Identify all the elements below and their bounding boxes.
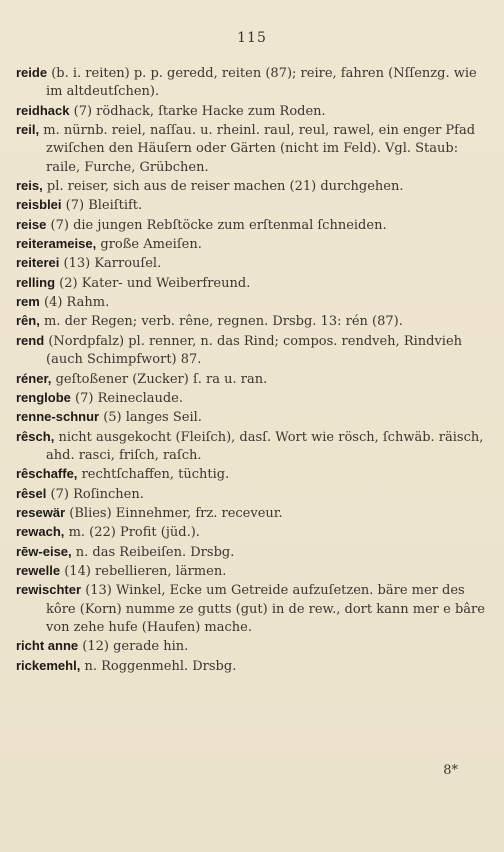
entry-definition: nicht ausgekocht (Fleiſch), dasſ. Wort wie rösch, ſchwäb. räisch, ahd. rasci, friſch, raſch. bbox=[46, 429, 484, 463]
entry-headword: rewach, bbox=[16, 524, 65, 540]
entry-headword: reisblei bbox=[16, 197, 62, 213]
entry-headword: richt anne bbox=[16, 638, 79, 654]
dictionary-entry bbox=[16, 581, 486, 637]
entry-definition: n. Roggenmehl. Drsbg. bbox=[84, 658, 237, 674]
entry-headword: reise bbox=[16, 216, 47, 232]
dictionary-entry bbox=[16, 657, 486, 676]
dictionary-entry bbox=[16, 293, 486, 312]
dictionary-entry bbox=[16, 196, 486, 215]
entry-definition: (12) gerade hin. bbox=[82, 639, 189, 655]
dictionary-entry bbox=[16, 637, 486, 656]
entry-headword: reiterameise, bbox=[16, 236, 97, 252]
printer-signature: 8* bbox=[443, 763, 458, 778]
entry-definition: (Blies) Einnehmer, frz. receveur. bbox=[69, 505, 283, 521]
entry-definition: geſtoßener (Zucker) ſ. ra u. ran. bbox=[55, 371, 268, 387]
entry-headword: relling bbox=[16, 274, 56, 290]
entry-headword: reiterei bbox=[16, 255, 60, 271]
dictionary-entry bbox=[16, 465, 486, 484]
entry-list bbox=[16, 64, 486, 676]
entry-definition: (7) Reineclaude. bbox=[75, 390, 184, 406]
entry-headword: rend bbox=[16, 332, 45, 348]
dictionary-entry bbox=[16, 216, 486, 235]
dictionary-entry bbox=[16, 274, 486, 293]
dictionary-entry bbox=[16, 543, 486, 562]
entry-definition: (7) Roſinchen. bbox=[50, 486, 144, 502]
entry-definition: (b. i. reiten) p. p. geredd, reiten (87); reire, fahren (Nſſenzg. wie im altdeutſchen). bbox=[46, 66, 477, 100]
dictionary-entry bbox=[16, 428, 486, 466]
dictionary-entry bbox=[16, 389, 486, 408]
page-number: 115 bbox=[237, 30, 267, 46]
entry-headword: rên, bbox=[16, 313, 40, 329]
dictionary-entry bbox=[16, 370, 486, 389]
entry-headword: réner, bbox=[16, 370, 52, 386]
entry-definition: (7) Bleiſtift. bbox=[65, 198, 143, 214]
entry-headword: reil, bbox=[16, 122, 40, 138]
dictionary-entry bbox=[16, 102, 486, 121]
entry-headword: renne-schnur bbox=[16, 409, 100, 425]
entry-headword: resewär bbox=[16, 504, 66, 520]
entry-definition: (4) Rahm. bbox=[44, 295, 110, 311]
entry-definition: (14) rebellieren, lärmen. bbox=[64, 563, 227, 579]
dictionary-entry bbox=[16, 121, 486, 177]
entry-definition: (2) Kater- und Weiberfreund. bbox=[59, 275, 251, 291]
dictionary-entry bbox=[16, 177, 486, 196]
dictionary-entry bbox=[16, 312, 486, 331]
entry-headword: rêsch, bbox=[16, 428, 55, 444]
entry-headword: rickemehl, bbox=[16, 657, 81, 673]
dictionary-entry bbox=[16, 523, 486, 542]
entry-headword: rêschaffe, bbox=[16, 466, 78, 482]
entry-headword: reide bbox=[16, 65, 48, 80]
entry-headword: rewischter bbox=[16, 582, 82, 598]
entry-definition: m. nürnb. reiel, naſſau. u. rheinl. raul, reul, rawel, ein enger Pfad zwiſchen den Häuſern oder Gärten (nicht im Feld). Vgl. Staub: raile, Furche, Grübchen. bbox=[43, 123, 476, 175]
entry-headword: rem bbox=[16, 294, 40, 310]
entry-headword: rēw-eise, bbox=[16, 543, 72, 559]
dictionary-entry bbox=[16, 235, 486, 254]
entry-definition: m. der Regen; verb. rêne, regnen. Drsbg. 13: rén (87). bbox=[43, 314, 403, 330]
dictionary-entry bbox=[16, 485, 486, 504]
entry-definition: (13) Karrouſel. bbox=[63, 256, 162, 272]
entry-headword: reidhack bbox=[16, 102, 70, 118]
entry-headword: rewelle bbox=[16, 562, 61, 578]
entry-definition: pl. reiser, sich aus de reiser machen (21) durchgehen. bbox=[46, 179, 404, 195]
entry-headword: reis, bbox=[16, 178, 43, 194]
dictionary-entry bbox=[16, 254, 486, 273]
entry-definition: (Nordpfalz) pl. renner, n. das Rind; compos. rendveh, Rindvieh (auch Schimpfwort) 87. bbox=[46, 333, 463, 368]
entry-definition: (5) langes Seil. bbox=[103, 410, 202, 426]
entry-definition: (7) rödhack, ſtarke Hacke zum Roden. bbox=[73, 103, 326, 119]
dictionary-entry bbox=[16, 504, 486, 523]
entry-definition: (7) die jungen Rebſtöcke zum erſtenmal ſchneiden. bbox=[50, 217, 387, 233]
entry-headword: rêsel bbox=[16, 485, 47, 501]
dictionary-entry bbox=[16, 64, 486, 102]
entry-definition: große Ameiſen. bbox=[100, 237, 202, 253]
entry-headword: renglobe bbox=[16, 389, 71, 405]
dictionary-entry bbox=[16, 332, 486, 370]
dictionary-entry bbox=[16, 408, 486, 427]
entry-definition: m. (22) Profit (jüd.). bbox=[68, 525, 200, 541]
dictionary-entry bbox=[16, 562, 486, 581]
entry-definition: n. das Reibeiſen. Drsbg. bbox=[75, 544, 235, 560]
entry-definition: (13) Winkel, Ecke um Getreide aufzuſetzen. bäre mer des kôre (Korn) numme ze gutts (gut) in de rew., dort kann mer e bâre von zehe hufe (Haufen) mache. bbox=[46, 583, 485, 635]
entry-definition: rechtſchaffen, tüchtig. bbox=[81, 467, 230, 483]
